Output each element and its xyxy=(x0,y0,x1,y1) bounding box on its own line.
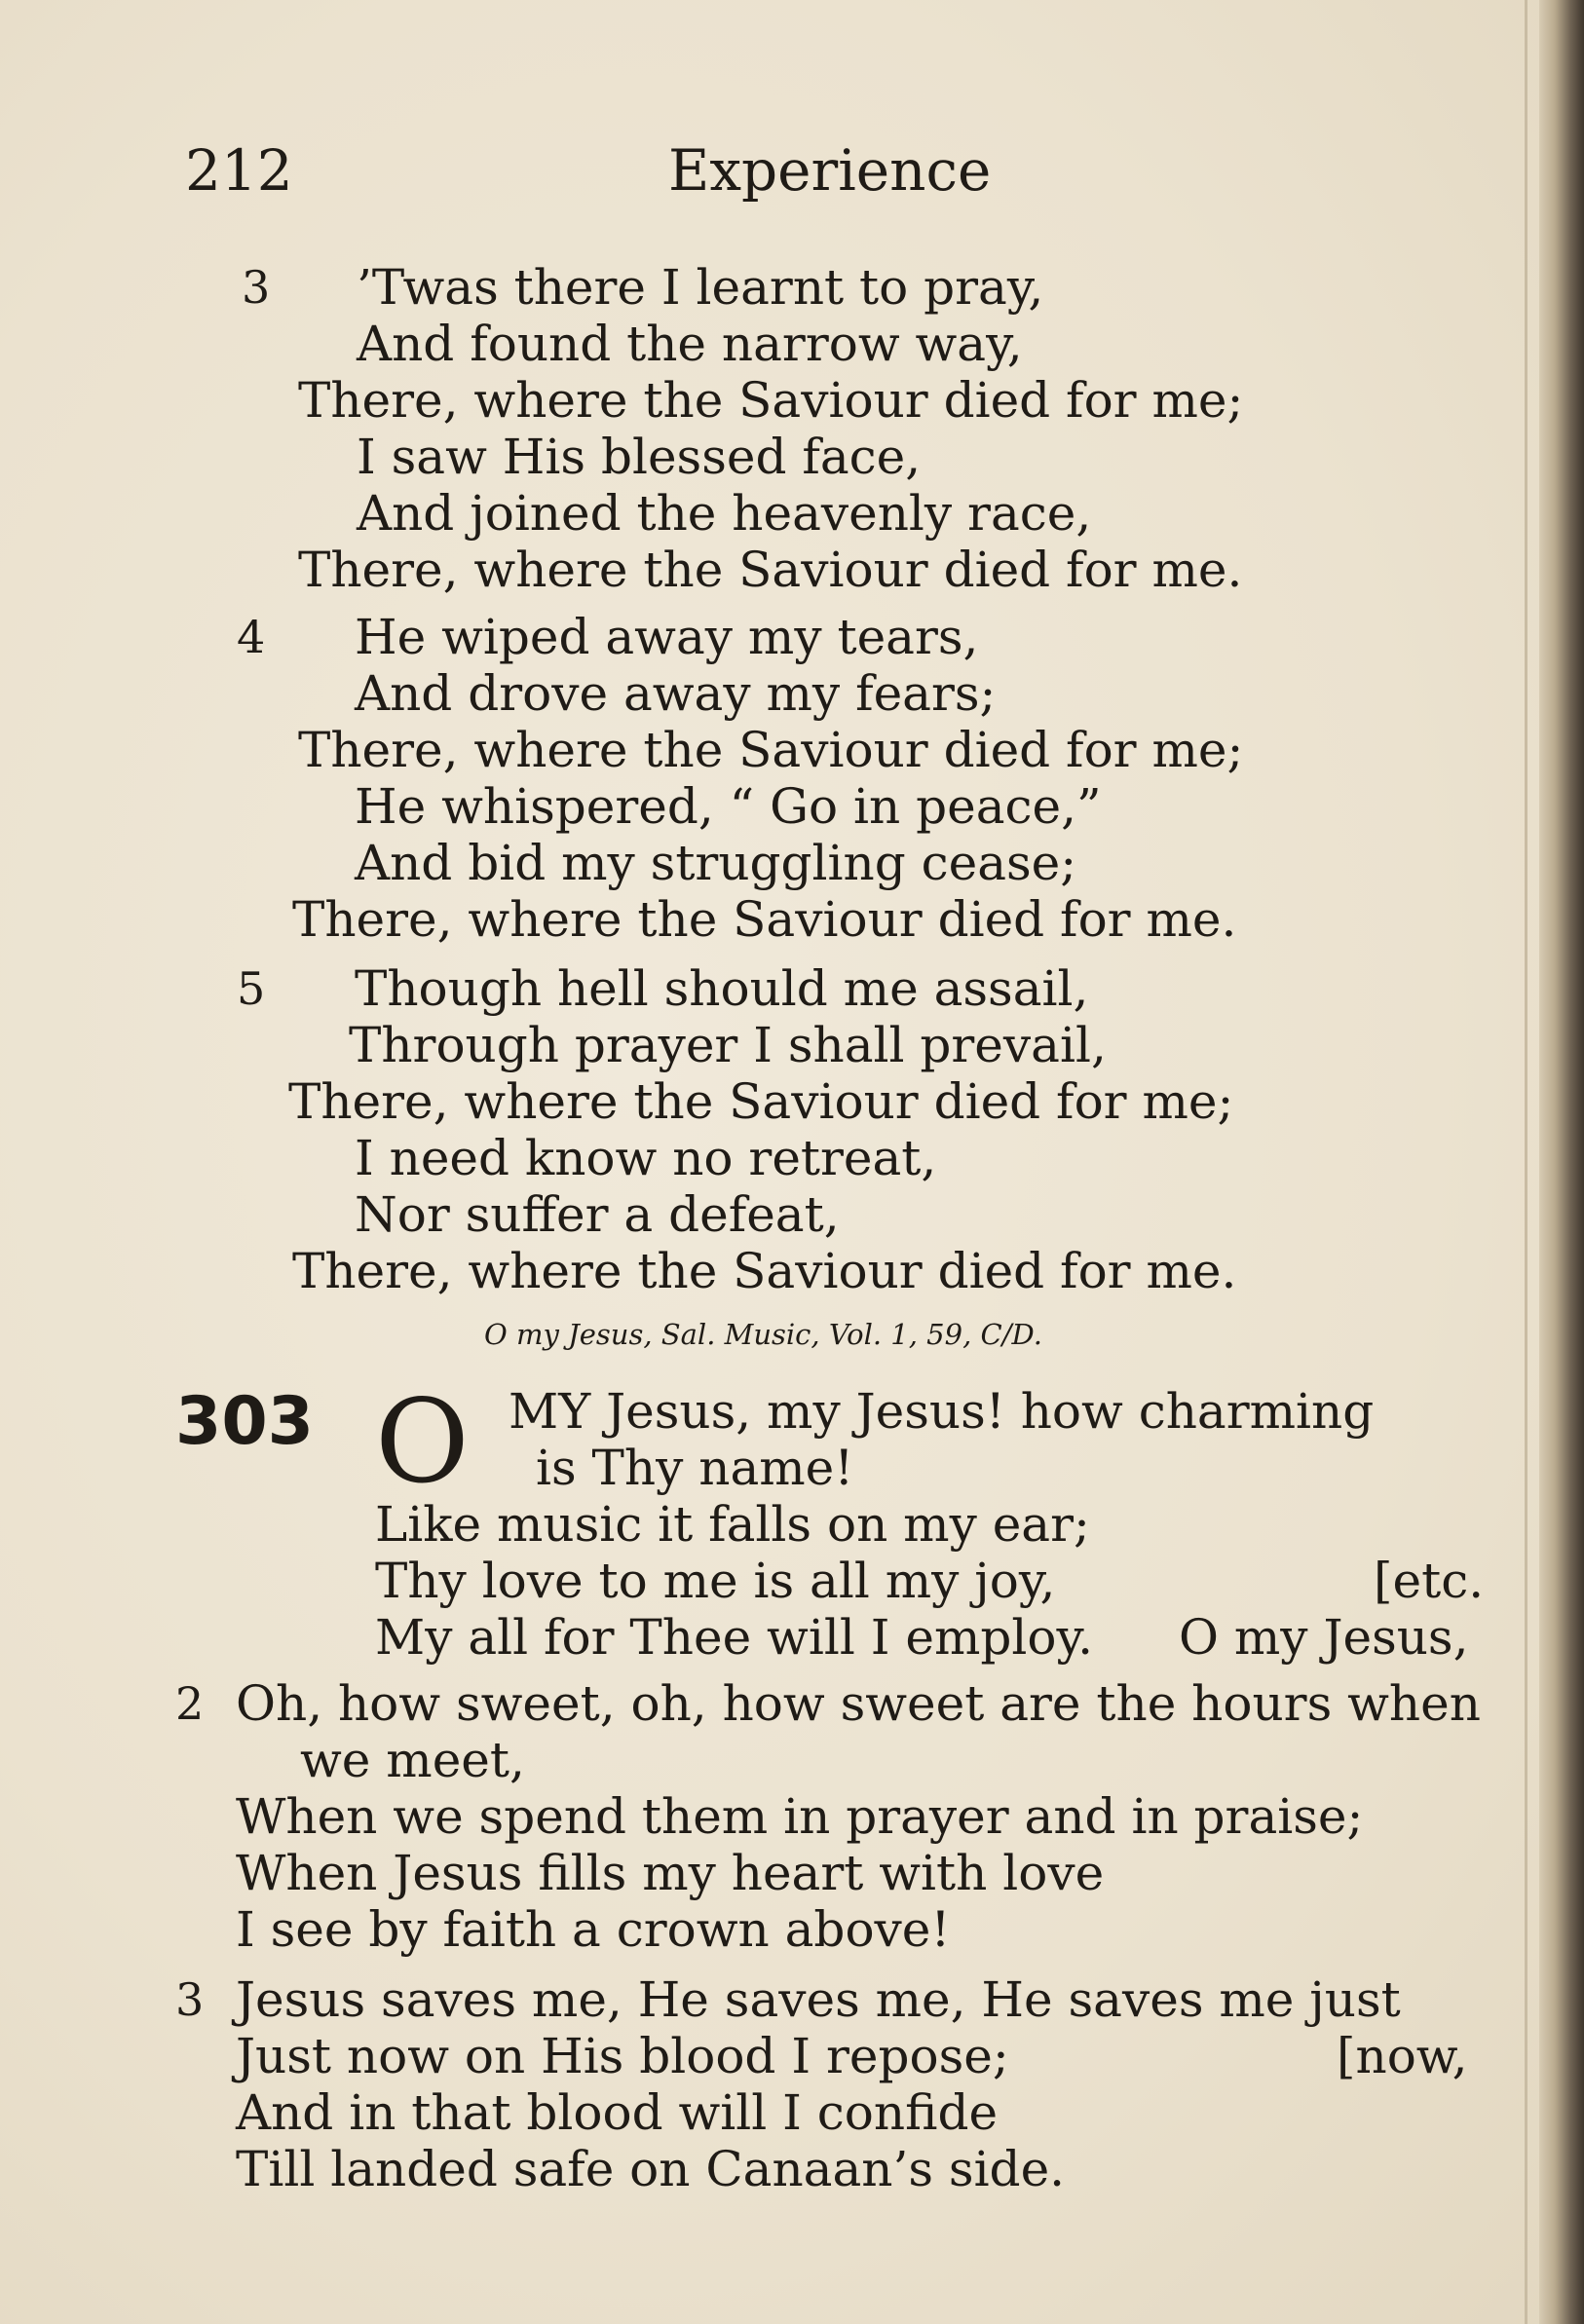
verse-line: He wiped away my tears, xyxy=(355,609,979,665)
verse-line: I saw His blessed face, xyxy=(357,429,922,485)
verse-line: And joined the heavenly race, xyxy=(357,485,1092,542)
verse-line-overflow: [now, xyxy=(1337,2028,1468,2084)
verse-number: 3 xyxy=(242,261,271,314)
verse-number: 5 xyxy=(237,962,266,1015)
verse-line: we meet, xyxy=(300,1732,525,1788)
verse-line: Through prayer I shall prevail, xyxy=(349,1017,1107,1073)
verse-line: When we spend them in prayer and in praise; xyxy=(236,1788,1364,1845)
verse-line: There, where the Saviour died for me. xyxy=(298,542,1243,598)
verse-line: And found the narrow way, xyxy=(357,316,1023,372)
verse-line: And bid my struggling cease; xyxy=(355,835,1077,891)
verse-number: 3 xyxy=(175,1973,205,2026)
page-number: 212 xyxy=(185,137,293,204)
verse-line-overflow: [etc. xyxy=(1374,1553,1485,1609)
verse-line: Thy love to me is all my joy, xyxy=(375,1553,1056,1609)
verse-line: MY Jesus, my Jesus! how charming xyxy=(509,1383,1375,1440)
refrain-cue: O my Jesus, xyxy=(1179,1609,1469,1666)
page-title: Experience xyxy=(668,137,992,204)
verse-line: My all for Thee will I employ. xyxy=(375,1609,1093,1666)
verse-line: is Thy name! xyxy=(536,1440,854,1496)
verse-line: Till landed safe on Canaan’s side. xyxy=(236,2141,1066,2197)
verse-line: I need know no retreat, xyxy=(355,1130,937,1186)
verse-line: There, where the Saviour died for me; xyxy=(298,722,1244,778)
verse-number: 2 xyxy=(175,1677,205,1730)
verse-line: I see by faith a crown above! xyxy=(236,1901,951,1958)
verse-line: And drove away my fears; xyxy=(355,665,997,722)
verse-line: There, where the Saviour died for me. xyxy=(292,891,1237,948)
tune-attribution: O my Jesus, Sal. Music, Vol. 1, 59, C/D. xyxy=(484,1318,1042,1351)
hymn-number: 303 xyxy=(175,1383,314,1460)
book-gutter xyxy=(1539,0,1584,2324)
gutter-shadow-line xyxy=(1525,0,1527,2324)
verse-line: There, where the Saviour died for me; xyxy=(288,1073,1234,1130)
verse-number: 4 xyxy=(237,611,266,663)
verse-line: Like music it falls on my ear; xyxy=(375,1496,1090,1553)
verse-line: There, where the Saviour died for me. xyxy=(292,1243,1237,1299)
verse-line: Oh, how sweet, oh, how sweet are the hours when xyxy=(236,1675,1481,1732)
verse-line: ’Twas there I learnt to pray, xyxy=(357,259,1044,316)
drop-cap: O xyxy=(375,1374,470,1509)
verse-line: He whispered, “ Go in peace,” xyxy=(355,778,1102,835)
verse-line: Just now on His blood I repose; xyxy=(236,2028,1009,2084)
verse-line: Though hell should me assail, xyxy=(355,960,1089,1017)
verse-line: And in that blood will I confide xyxy=(236,2084,999,2141)
verse-line: Jesus saves me, He saves me, He saves me just xyxy=(236,1971,1401,2028)
verse-line: Nor suffer a defeat, xyxy=(355,1186,840,1243)
verse-line: There, where the Saviour died for me; xyxy=(298,372,1244,429)
verse-line: When Jesus fills my heart with love xyxy=(236,1845,1105,1901)
